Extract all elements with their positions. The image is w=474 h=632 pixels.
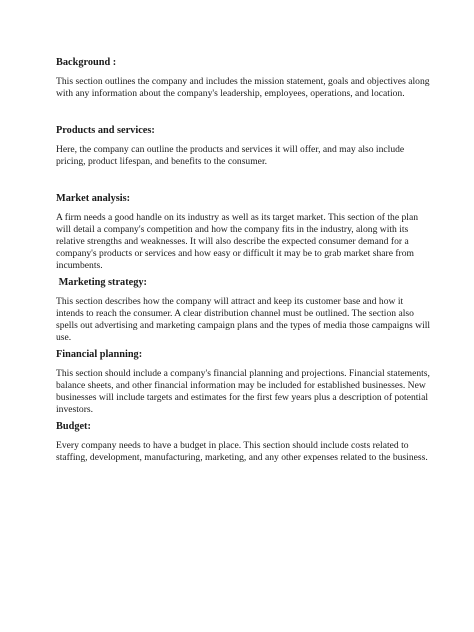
body-line: investors. [56, 403, 94, 415]
body-line: pricing, product lifespan, and benefits to the consumer. [56, 155, 268, 167]
body-line: businesses will include targets and estimates for the first few years plus a description of potential [56, 391, 429, 403]
section-heading: Market analysis: [56, 193, 131, 204]
body-line: spells out advertising and marketing campaign plans and the types of media those campaigns will [56, 319, 431, 331]
section-heading: Marketing strategy: [56, 277, 147, 288]
section-marketing-strategy [56, 276, 431, 344]
body-line: This section outlines the company and includes the mission statement, goals and objectives along [56, 76, 430, 87]
section-market-analysis [56, 192, 428, 272]
body-line: relative strengths and weaknesses. It will also describe the expected consumer demand for a [56, 235, 409, 247]
body-line: This section describes how the company will attract and keep its customer base and how it [56, 296, 404, 307]
body-line: This section should include a company's financial planning and projections. Financial statements, [56, 368, 430, 379]
body-line: balance sheets, and other financial information may be included for established businesses. New [56, 379, 426, 391]
section-body [56, 212, 428, 272]
section-body [56, 296, 431, 344]
body-line: company's products or services and how easy or difficult it may be to grab market share from [56, 247, 415, 259]
section-heading: Products and services: [56, 125, 155, 136]
body-line: use. [56, 331, 72, 343]
body-line: Every company needs to have a budget in place. This section should include costs related to [56, 440, 409, 451]
section-background [56, 56, 428, 100]
body-line: Here, the company can outline the products and services it will offer, and may also include [56, 144, 405, 155]
section-body [56, 144, 428, 168]
body-line: will detail a company's competition and how the company fits in the industry, along with its [56, 223, 409, 235]
body-line: intends to reach the consumer. A clear distribution channel must be outlined. The section also [56, 307, 414, 319]
body-line: with any information about the company's leadership, employees, operations, and location. [56, 87, 405, 99]
section-products-and-services [56, 124, 428, 168]
body-line: staffing, development, manufacturing, marketing, and any other expenses related to the business. [56, 451, 428, 463]
section-body [56, 440, 428, 464]
body-line: incumbents. [56, 259, 103, 271]
body-line: A firm needs a good handle on its industry as well as its target market. This section of the plan [56, 212, 419, 223]
section-budget [56, 420, 428, 464]
section-heading: Financial planning: [56, 349, 143, 360]
section-heading: Background : [56, 57, 117, 68]
section-heading: Budget: [56, 421, 91, 432]
section-body [56, 76, 428, 100]
section-financial-planning [56, 348, 428, 416]
section-body [56, 368, 428, 416]
